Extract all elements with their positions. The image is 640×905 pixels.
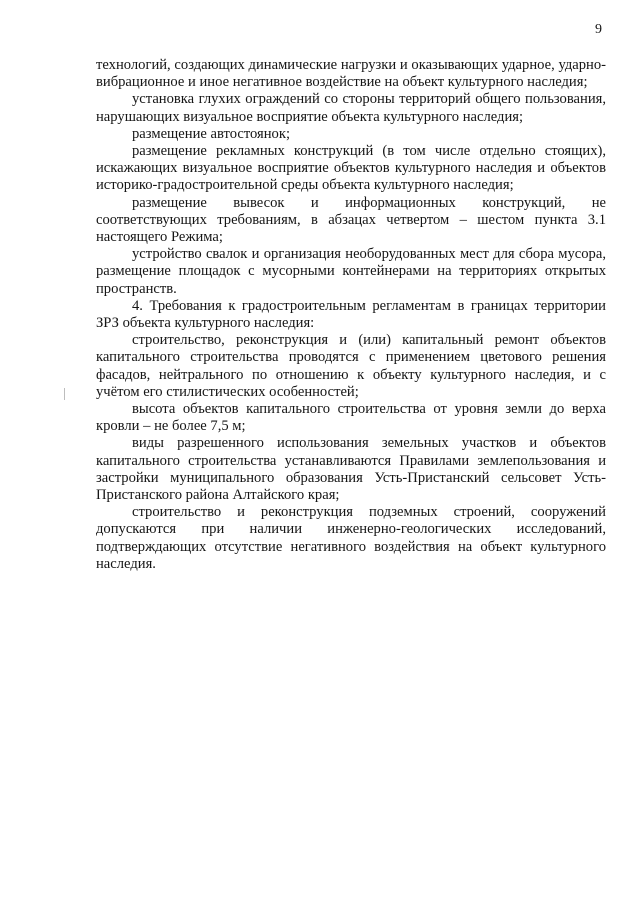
paragraph-signage: размещение вывесок и информационных конструкций, не соответствующих требованиям, в абзацах четвертом – шестом пункта 3.1 настоящего Режима;: [96, 194, 606, 246]
paragraph-dumps: устройство свалок и организация необорудованных мест для сбора мусора, размещение площадок с мусорными контейнерами на территориях открытых пространств.: [96, 246, 606, 297]
paragraph-height-limit: высота объектов капитального строительства от уровня земли до верха кровли – не более 7,5 м;: [96, 401, 606, 435]
paragraph-section-4-heading: 4. Требования к градостроительным регламентам в границах территории ЗРЗ объекта культурного наследия:: [96, 297, 606, 332]
paragraph-fences: установка глухих ограждений со стороны территорий общего пользования, нарушающих визуальное восприятие объекта культурного наследия;: [96, 91, 606, 125]
document-body: [96, 57, 606, 573]
paragraph-continuation: технологий, создающих динамические нагрузки и оказывающих ударное, ударно-вибрационное и иное негативное воздействие на объект культурного наследия;: [96, 57, 606, 91]
scan-mark: [64, 388, 65, 400]
paragraph-land-use: виды разрешенного использования земельных участков и объектов капитального строительства устанавливаются Правилами землепользования и застройки муниципального образования Усть-Пристанский сельсовет Усть-Пристанского района Алтайского края;: [96, 435, 606, 504]
page-number: 9: [595, 22, 602, 37]
paragraph-underground: строительство и реконструкция подземных строений, сооружений допускаются при наличии инженерно-геологических исследований, подтверждающих отсутствие негативного воздействия на объект культурного наследия.: [96, 504, 606, 572]
paragraph-construction-color: строительство, реконструкция и (или) капитальный ремонт объектов капитального строительства проводятся с применением цветового решения фасадов, нейтрального по отношению к объекту культурного наследия, и с учётом его стилистических особенностей;: [96, 332, 606, 400]
paragraph-advertising: размещение рекламных конструкций (в том числе отдельно стоящих), искажающих визуальное восприятие объектов культурного наследия и объектов историко-градостроительной среды объекта культурного наследия;: [96, 143, 606, 194]
paragraph-parking: размещение автостоянок;: [132, 125, 291, 142]
